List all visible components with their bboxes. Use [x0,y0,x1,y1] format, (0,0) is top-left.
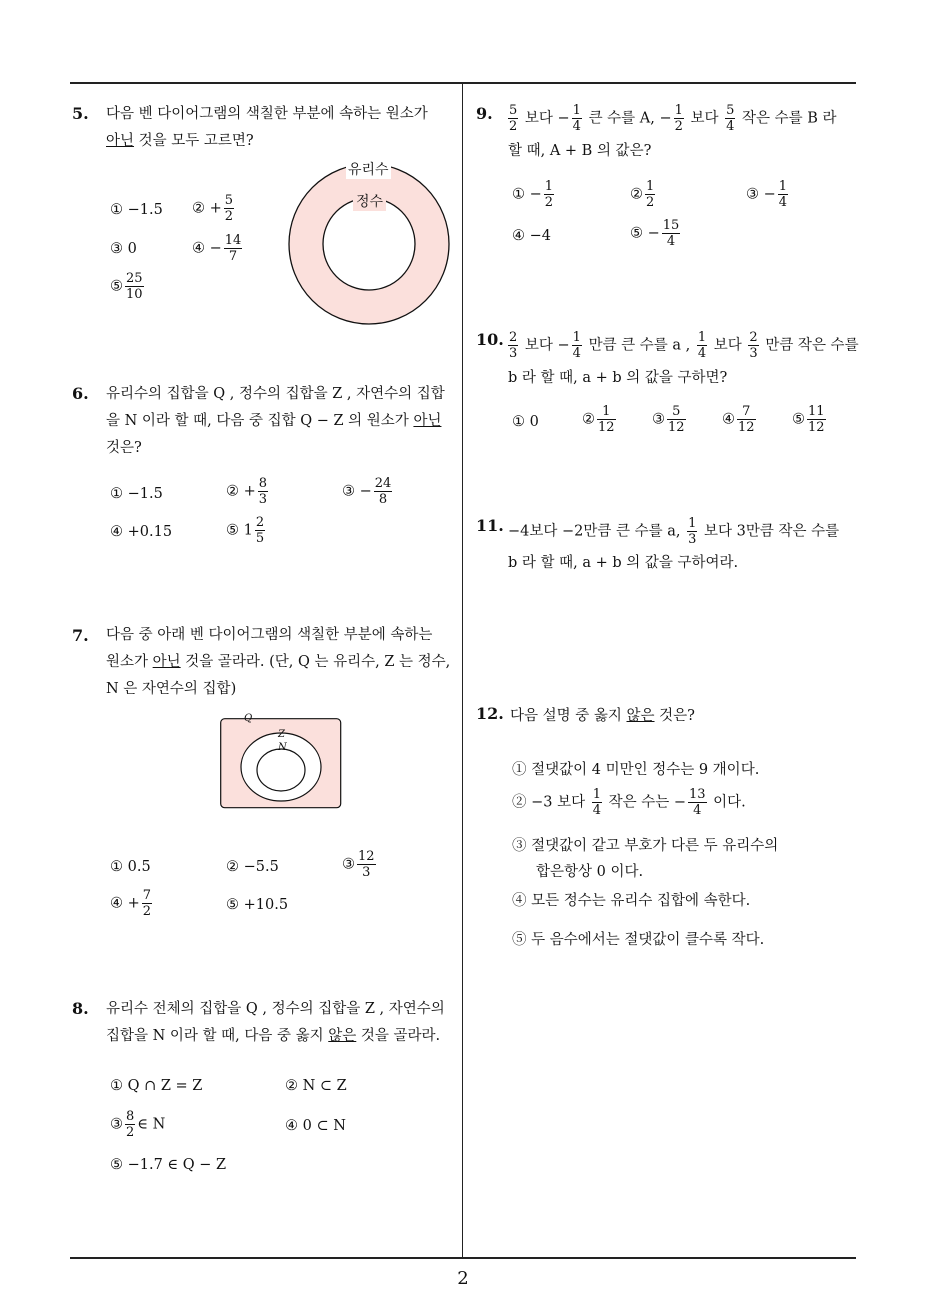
question-text-line2: b 라 할 때, a + b 의 값을 구하여라. [508,555,739,571]
option-1: ① 0.5 [110,859,151,875]
option-2: ② N ⊂ Z [285,1078,347,1094]
option-5: ⑤ − $\frac{15}{4}$ [630,218,680,249]
q-label: Q [244,713,253,724]
question-text-line2: b 라 할 때, a + b 의 값을 구하면? [508,370,728,386]
option-3: ③ $\frac{5}{12}$ [652,404,685,435]
column-divider [462,82,463,1258]
page-number: 2 [457,1268,469,1289]
integer-circle [323,198,415,290]
question-text: 다음 벤 다이어그램의 색칠한 부분에 속하는 원소가 아닌 것을 모두 고르면? [106,106,428,149]
option-3: ③ − $\frac{24}{8}$ [342,476,392,507]
option-5: ⑤ −1.7 ∈ Q − Z [110,1157,227,1173]
z-label: Z [278,729,285,740]
question-text-line1: −4보다 −2만큼 큰 수를 a, $\frac{1}{3}$ 보다 3만큼 작은 수를 [508,516,840,547]
question-number: 5. [72,104,89,123]
option-3: ③ 0 [110,241,137,257]
option-4: ④ +0.15 [110,524,173,540]
option-2: ② $\frac{1}{12}$ [582,404,615,435]
question-number: 10. [476,330,504,349]
option-3-line1: ③ 절댓값이 같고 부호가 다른 두 유리수의 [512,838,779,854]
option-1: ① 0 [512,414,539,430]
question-number: 8. [72,999,89,1018]
question-text: 유리수의 집합을 Q , 정수의 집합을 Z , 자연수의 집합 을 N 이라 할 때, 다음 중 집합 Q − Z 의 원소가 아닌 것은? [106,386,445,456]
option-5: ⑤ +10.5 [226,897,289,913]
option-1: ① −1.5 [110,486,163,502]
option-3-line2: 합은항상 0 이다. [536,864,644,880]
question-number: 6. [72,384,89,403]
option-4: ④ −4 [512,228,551,244]
option-4: ④ 0 ⊂ N [285,1118,346,1134]
option-4: ④ 모든 정수는 유리수 집합에 속한다. [512,893,751,909]
question-text-line1: $\frac{2}{3}$ 보다 − $\frac{1}{4}$ 만큼 큰 수를 a , $\frac{1}{4}$ 보다 $\frac{2}{3}$ 만큼 작은 수를 [509,330,859,361]
n-label: N [278,742,287,753]
option-4: ④ $\frac{7}{12}$ [722,404,755,435]
top-rule [70,82,856,84]
integer-label: 정수 [353,191,386,211]
option-1: ① Q ∩ Z = Z [110,1078,203,1094]
question-number: 11. [476,516,504,535]
option-2: ② −3 보다 $\frac{1}{4}$ 작은 수는 − $\frac{13}{4}$ 이다. [512,787,746,818]
question-number: 9. [476,104,493,123]
option-3: ③ − $\frac{1}{4}$ [746,179,788,210]
question-stem: 다음 설명 중 옳지 않은 것은? [510,708,695,724]
question-text: 유리수 전체의 집합을 Q , 정수의 집합을 Z , 자연수의 집합을 N 이라 할 때, 다음 중 옳지 않은 것을 골라라. [106,1001,445,1044]
question-number: 12. [476,704,504,723]
option-2: ② $\frac{1}{2}$ [630,179,655,210]
natural-ellipse [257,749,305,791]
question-text: 다음 중 아래 벤 다이어그램의 색칠한 부분에 속하는 원소가 아닌 것을 골라라. (단, Q 는 유리수, Z 는 정수, N 은 자연수의 집합) [106,627,451,697]
option-1: ① − $\frac{1}{2}$ [512,179,554,210]
option-2: ② −5.5 [226,859,279,875]
option-1: ① −1.5 [110,202,163,218]
question-number: 7. [72,626,89,645]
venn-diagram-rational-integer [285,162,455,327]
option-3: ③ $\frac{8}{2}$ ∈ N [110,1109,166,1140]
option-4: ④ + $\frac{7}{2}$ [110,888,152,919]
option-5: ⑤ $\frac{11}{12}$ [792,404,825,435]
question-text-line1: $\frac{5}{2}$ 보다 − $\frac{1}{4}$ 큰 수를 A, − $\frac{1}{2}$ 보다 $\frac{5}{4}$ 작은 수를 B 라 [509,103,837,134]
question-text-line2: 할 때, A + B 의 값은? [508,143,652,159]
rational-label: 유리수 [346,159,391,179]
option-5: ⑤ $\frac{25}{10}$ [110,271,143,302]
option-2: ② + $\frac{5}{2}$ [192,193,234,224]
option-3: ③ $\frac{12}{3}$ [342,849,375,880]
option-5: ⑤ 두 음수에서는 절댓값이 클수록 작다. [512,932,765,948]
option-1: ① 절댓값이 4 미만인 정수는 9 개이다. [512,762,760,778]
option-4: ④ − $\frac{14}{7}$ [192,233,242,264]
option-2: ② + $\frac{8}{3}$ [226,476,268,507]
option-5: ⑤ 1 $\frac{2}{5}$ [226,515,265,546]
bottom-rule [70,1257,856,1259]
